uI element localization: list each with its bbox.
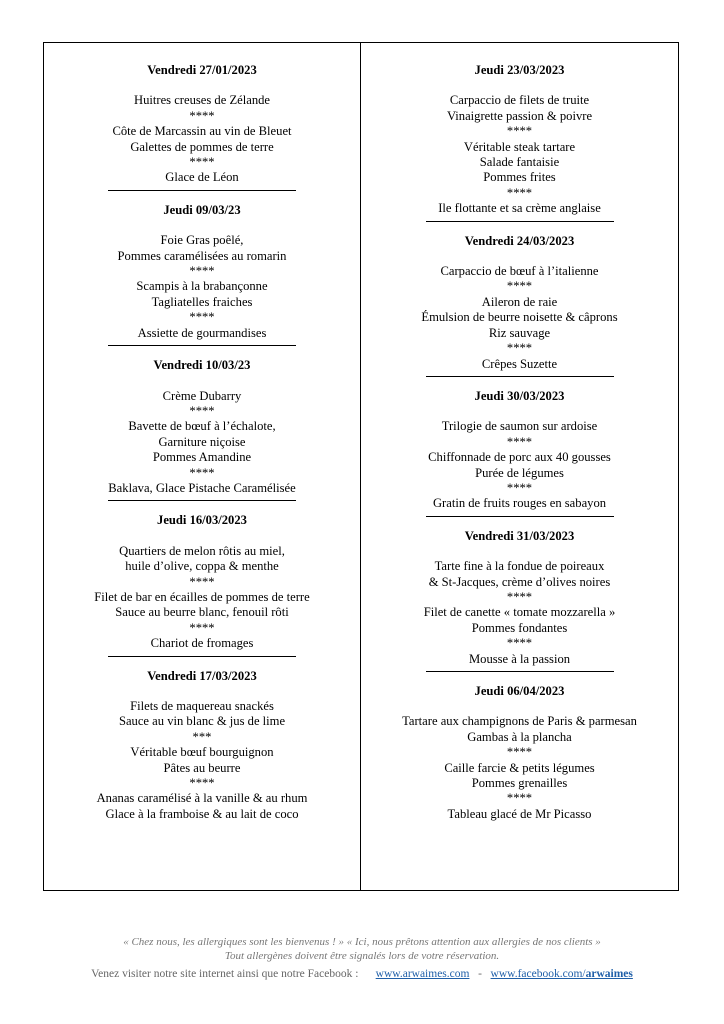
dish-line: Vinaigrette passion & poivre bbox=[446, 108, 593, 123]
menu-block bbox=[361, 529, 678, 667]
dish-line: Gratin de fruits rouges en sabayon bbox=[432, 496, 607, 511]
dish-line: Quartiers de melon rôtis au miel, bbox=[119, 543, 285, 558]
course-separator: *** bbox=[192, 729, 212, 744]
dish-line: Scampis à la brabançonne bbox=[136, 279, 268, 294]
dish-line: Pommes Amandine bbox=[152, 450, 252, 465]
dish-line: Gambas à la plancha bbox=[467, 729, 572, 744]
left-column bbox=[44, 43, 361, 890]
menu-divider bbox=[108, 345, 296, 346]
course-separator: **** bbox=[189, 465, 215, 480]
dish-line: Aileron de raie bbox=[481, 294, 558, 309]
dish-line: & St-Jacques, crème d’olives noires bbox=[428, 574, 611, 589]
dish-line: Glace de Léon bbox=[165, 170, 239, 185]
dish-line: Salade fantaisie bbox=[479, 155, 560, 170]
dish-line: Crêpes Suzette bbox=[481, 356, 558, 371]
course-separator: **** bbox=[189, 776, 215, 791]
menu-divider bbox=[426, 221, 614, 222]
menu-divider bbox=[108, 190, 296, 191]
course-separator: **** bbox=[189, 264, 215, 279]
menu-date: Vendredi 17/03/2023 bbox=[147, 668, 257, 683]
menu-block bbox=[361, 389, 678, 512]
website-link[interactable]: www.arwaimes.com bbox=[375, 968, 470, 980]
dish-line: Filet de canette « tomate mozzarella » bbox=[423, 605, 616, 620]
dish-line: Tarte fine à la fondue de poireaux bbox=[434, 559, 605, 574]
menu-divider bbox=[108, 656, 296, 657]
course-separator: **** bbox=[189, 155, 215, 170]
dish-line: Chariot de fromages bbox=[150, 636, 254, 651]
dish-line: Pommes fondantes bbox=[471, 620, 568, 635]
menu-divider bbox=[426, 516, 614, 517]
course-separator: **** bbox=[506, 434, 533, 449]
dish-line: Mousse à la passion bbox=[468, 651, 571, 666]
dish-line: Filet de bar en écailles de pommes de terre bbox=[94, 589, 310, 604]
menu-block bbox=[44, 669, 360, 823]
dish-line: Glace à la framboise & au lait de coco bbox=[105, 806, 299, 821]
dish-line: Ananas caramélisé à la vanille & au rhum bbox=[96, 791, 308, 806]
menu-date: Jeudi 30/03/2023 bbox=[474, 388, 565, 403]
link-separator: - bbox=[478, 968, 482, 980]
dish-line: Côte de Marcassin au vin de Bleuet bbox=[112, 124, 292, 139]
course-separator: **** bbox=[506, 124, 533, 139]
dish-line: Tagliatelles fraiches bbox=[151, 294, 253, 309]
course-separator: **** bbox=[189, 310, 215, 325]
dish-line: Pommes caramélisées au romarin bbox=[117, 248, 287, 263]
dish-line: Chiffonnade de porc aux 40 gousses bbox=[428, 450, 611, 465]
dish-line: Sauce au beurre blanc, fenouil rôti bbox=[115, 605, 289, 620]
dish-line: huile d’olive, coppa & menthe bbox=[125, 559, 279, 574]
dish-line: Caille farcie & petits légumes bbox=[444, 760, 595, 775]
dish-line: Crème Dubarry bbox=[162, 388, 242, 403]
menu-date: Vendredi 27/01/2023 bbox=[147, 63, 257, 77]
facebook-handle: arwaimes bbox=[585, 968, 633, 980]
menu-frame bbox=[43, 42, 679, 891]
course-separator: **** bbox=[506, 589, 533, 604]
menu-divider bbox=[426, 671, 614, 672]
visit-text: Venez visiter notre site internet ainsi que notre Facebook : bbox=[91, 968, 359, 980]
menu-date: Jeudi 16/03/2023 bbox=[157, 513, 247, 528]
dish-line: Foie Gras poêlé, bbox=[160, 233, 244, 248]
dish-line: Pâtes au beurre bbox=[163, 760, 241, 775]
dish-line: Bavette de bœuf à l’échalote, bbox=[128, 419, 276, 434]
dish-line: Filets de maquereau snackés bbox=[130, 699, 274, 713]
course-separator: **** bbox=[189, 108, 215, 123]
dish-line: Assiette de gourmandises bbox=[137, 325, 267, 340]
course-separator: **** bbox=[506, 636, 533, 651]
dish-line: Trilogie de saumon sur ardoise bbox=[441, 419, 598, 434]
menu-date: Jeudi 23/03/2023 bbox=[474, 63, 565, 77]
facebook-prefix: www.facebook.com/ bbox=[490, 968, 586, 980]
menu-date: Vendredi 10/03/23 bbox=[153, 358, 251, 373]
dish-line: Sauce au vin blanc & jus de lime bbox=[118, 714, 286, 729]
dish-line: Pommes grenailles bbox=[471, 776, 568, 791]
course-separator: **** bbox=[506, 480, 533, 495]
dish-line: Tableau glacé de Mr Picasso bbox=[447, 806, 592, 821]
dish-line: Garniture niçoise bbox=[158, 434, 246, 449]
dish-line: Baklava, Glace Pistache Caramélisée bbox=[108, 480, 296, 495]
course-separator: **** bbox=[506, 279, 533, 294]
menu-block bbox=[44, 358, 360, 496]
menu-block bbox=[361, 63, 678, 217]
facebook-link[interactable] bbox=[491, 968, 633, 980]
dish-line: Carpaccio de bœuf à l’italienne bbox=[440, 264, 599, 279]
course-separator: **** bbox=[506, 791, 533, 806]
dish-line: Ile flottante et sa crème anglaise bbox=[438, 201, 601, 216]
dish-line: Véritable steak tartare bbox=[463, 139, 576, 154]
course-separator: **** bbox=[506, 341, 533, 356]
menu-divider bbox=[426, 376, 614, 377]
course-separator: **** bbox=[189, 403, 215, 418]
allergy-quote: « Chez nous, les allergiques sont les bienvenus ! » « Ici, nous prêtons attention aux allergies de nos clients » bbox=[123, 936, 601, 948]
menu-date: Vendredi 24/03/2023 bbox=[464, 233, 575, 248]
dish-line: Tartare aux champignons de Paris & parmesan bbox=[402, 714, 637, 729]
menu-block bbox=[361, 684, 678, 822]
dish-line: Carpaccio de filets de truite bbox=[449, 93, 590, 108]
dish-line: Galettes de pommes de terre bbox=[130, 139, 274, 154]
dish-line: Pommes frites bbox=[483, 170, 556, 185]
menu-date: Jeudi 09/03/23 bbox=[163, 202, 241, 217]
menu-block bbox=[44, 203, 360, 341]
course-separator: **** bbox=[506, 745, 533, 760]
menu-block bbox=[44, 513, 360, 651]
dish-line: Véritable bœuf bourguignon bbox=[130, 745, 274, 760]
footer-links bbox=[0, 968, 724, 980]
dish-line: Émulsion de beurre noisette & câprons bbox=[421, 310, 618, 325]
menu-date: Vendredi 31/03/2023 bbox=[464, 528, 575, 543]
allergen-notice: Tout allergènes doivent être signalés lors de votre réservation. bbox=[224, 950, 500, 962]
course-separator: **** bbox=[506, 185, 533, 200]
dish-line: Purée de légumes bbox=[475, 465, 564, 480]
menu-date: Jeudi 06/04/2023 bbox=[474, 684, 565, 698]
dish-line: Huitres creuses de Zélande bbox=[133, 93, 271, 108]
course-separator: **** bbox=[189, 574, 215, 589]
dish-line: Riz sauvage bbox=[488, 325, 551, 340]
right-column bbox=[361, 43, 678, 890]
menu-divider bbox=[108, 500, 296, 501]
course-separator: **** bbox=[189, 620, 215, 635]
menu-block bbox=[44, 63, 360, 186]
menu-block bbox=[361, 234, 678, 372]
